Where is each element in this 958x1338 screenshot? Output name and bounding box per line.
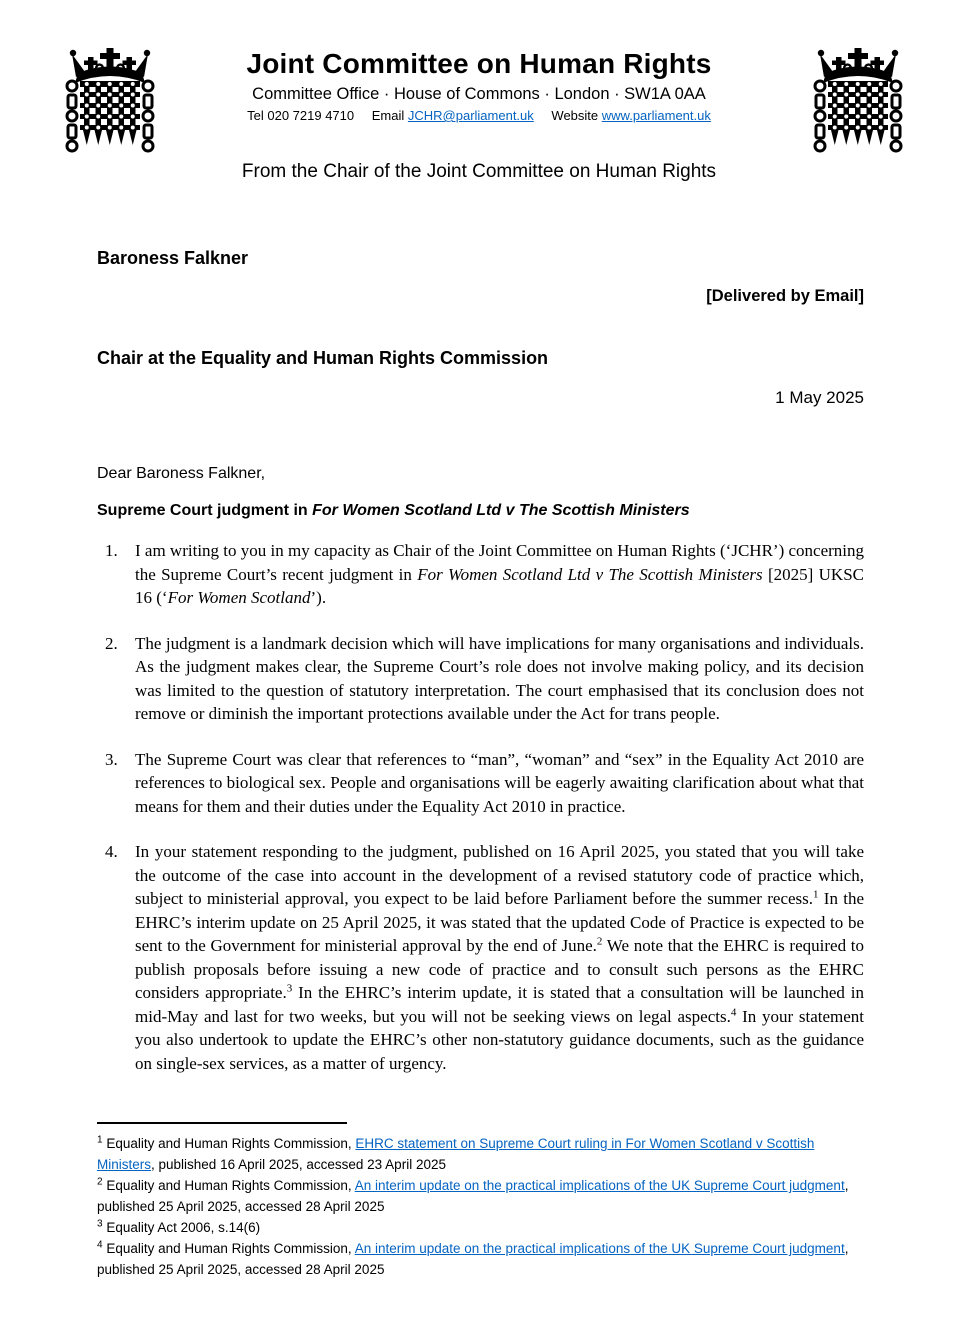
footnote-number: 4 bbox=[97, 1239, 103, 1251]
paragraph-text: In your statement you also undertook to update the EHRC’s other non-statutory guidance documents, such as the guidance on single-sex services, as a matter of urgency. bbox=[135, 1006, 865, 1073]
footnote-link[interactable]: An interim update on the practical implications of the UK Supreme Court judgment bbox=[354, 1178, 845, 1193]
footnote-text: Equality and Human Rights Commission, bbox=[102, 1178, 355, 1193]
parliament-portcullis-icon bbox=[58, 44, 162, 156]
paragraph-text: The Supreme Court was clear that references to “man”, “woman” and “sex” in the Equality Act 2010 are references to biological sex. People and organisations will be eagerly awaiting clarification about what that means for them and their duties under the Equality Act 2010 in practice. bbox=[135, 749, 864, 816]
footnote-1 bbox=[97, 1133, 864, 1175]
footnote-text: Equality and Human Rights Commission, bbox=[102, 1136, 356, 1151]
delivery-note: [Delivered by Email] bbox=[706, 287, 864, 305]
letter-body bbox=[97, 539, 864, 1097]
letterhead bbox=[180, 48, 778, 123]
paragraph-3 bbox=[97, 748, 864, 819]
footnote-text: , published 25 April 2025, accessed 28 April 2025 bbox=[97, 1178, 849, 1214]
case-name-italic: For Women Scotland Ltd v The Scottish Ministers bbox=[417, 564, 763, 584]
contact-line bbox=[180, 108, 778, 123]
footnote-text: , published 16 April 2025, accessed 23 April 2025 bbox=[151, 1157, 446, 1172]
salutation: Dear Baroness Falkner, bbox=[97, 465, 266, 482]
footnote-ref: 4 bbox=[730, 1005, 737, 1018]
footnote-2 bbox=[97, 1175, 864, 1217]
recipient-name: Baroness Falkner bbox=[97, 248, 249, 268]
website-link[interactable]: www.parliament.uk bbox=[601, 108, 711, 123]
footnote-ref: 2 bbox=[596, 935, 603, 948]
footnote-number: 1 bbox=[97, 1134, 103, 1146]
footnote-separator bbox=[97, 1122, 347, 1124]
subject-text: Supreme Court judgment in bbox=[97, 502, 313, 519]
letter-date: 1 May 2025 bbox=[775, 388, 864, 407]
email-label: Email bbox=[371, 108, 405, 123]
paragraph-4 bbox=[97, 840, 864, 1075]
footnote-3 bbox=[97, 1217, 864, 1238]
email-link[interactable]: JCHR@parliament.uk bbox=[407, 108, 534, 123]
parliament-portcullis-icon bbox=[806, 44, 910, 156]
committee-title: Joint Committee on Human Rights bbox=[246, 48, 712, 79]
footnote-text: Equality Act 2006, s.14(6) bbox=[102, 1220, 261, 1235]
from-chair-line: From the Chair of the Joint Committee on Human Rights bbox=[241, 161, 717, 182]
paragraph-number: 1. bbox=[105, 541, 118, 560]
recipient-title: Chair at the Equality and Human Rights Commission bbox=[97, 348, 549, 368]
paragraph-2 bbox=[97, 632, 864, 726]
paragraph-number: 3. bbox=[105, 749, 118, 769]
footnote-4 bbox=[97, 1238, 864, 1280]
footnote-text: , published 25 April 2025, accessed 28 April 2025 bbox=[97, 1241, 849, 1277]
paragraph-text: I am writing to you in my capacity as Chair of the Joint Committee on Human Rights (‘JCHR’) concerning the Supreme Court’s recent judgment in bbox=[135, 541, 864, 584]
case-name-italic: For Women Scotland bbox=[167, 588, 311, 607]
paragraph-number: 2. bbox=[105, 633, 118, 653]
footnote-link[interactable]: EHRC statement on Supreme Court ruling in For Women Scotland v Scottish Ministers bbox=[97, 1136, 815, 1172]
paragraph-text: The judgment is a landmark decision which will have implications for many organisations and individuals. As the judgment makes clear, the Supreme Court’s role does not involve making policy, and its decision was limited to the question of statutory interpretation. The court emphasised that its conclusion does not remove or diminish the important protections available under the Act for trans people. bbox=[135, 633, 864, 723]
subject-line bbox=[97, 502, 864, 520]
paragraph-text: We note that the EHRC is required to publish proposals before issuing a new code of practice and to consult such persons as the EHRC considers appropriate. bbox=[135, 936, 864, 1002]
paragraph-text: ’). bbox=[310, 588, 327, 607]
footnote-text: Equality and Human Rights Commission, bbox=[102, 1241, 355, 1256]
footnote-number: 3 bbox=[97, 1218, 103, 1230]
paragraph-text: In the EHRC’s interim update on 25 April 2025, it was stated that the updated Code of Practice is expected to be sent to the Government for ministerial approval by the end of June. bbox=[135, 889, 864, 955]
paragraph-text: In the EHRC’s interim update, it is stated that a consultation will be launched in mid-May and last for two weeks, but you will not be seeking views on legal aspects. bbox=[135, 983, 864, 1026]
paragraph-text: [2025] UKSC 16 (‘ bbox=[135, 564, 864, 607]
paragraph-1 bbox=[97, 539, 864, 610]
website-label: Website bbox=[551, 108, 599, 123]
footnotes-section bbox=[97, 1122, 864, 1280]
footnote-ref: 1 bbox=[813, 888, 819, 901]
case-name: For Women Scotland Ltd v The Scottish Ministers bbox=[312, 502, 690, 519]
footnote-link[interactable]: An interim update on the practical implications of the UK Supreme Court judgment bbox=[354, 1241, 845, 1256]
paragraph-text: In your statement responding to the judgment, published on 16 April 2025, you stated that you will take the outcome of the case into account in the development of a revised statutory code of practice which, subject to ministerial approval, you expect to be laid before Parliament before the summer recess. bbox=[135, 842, 864, 908]
committee-address: Committee Office · House of Commons · London · SW1A 0AA bbox=[252, 85, 706, 103]
footnote-number: 2 bbox=[97, 1176, 103, 1188]
footnote-ref: 3 bbox=[286, 982, 293, 995]
tel-number: Tel 020 7219 4710 bbox=[247, 108, 355, 123]
paragraph-number: 4. bbox=[105, 842, 118, 861]
